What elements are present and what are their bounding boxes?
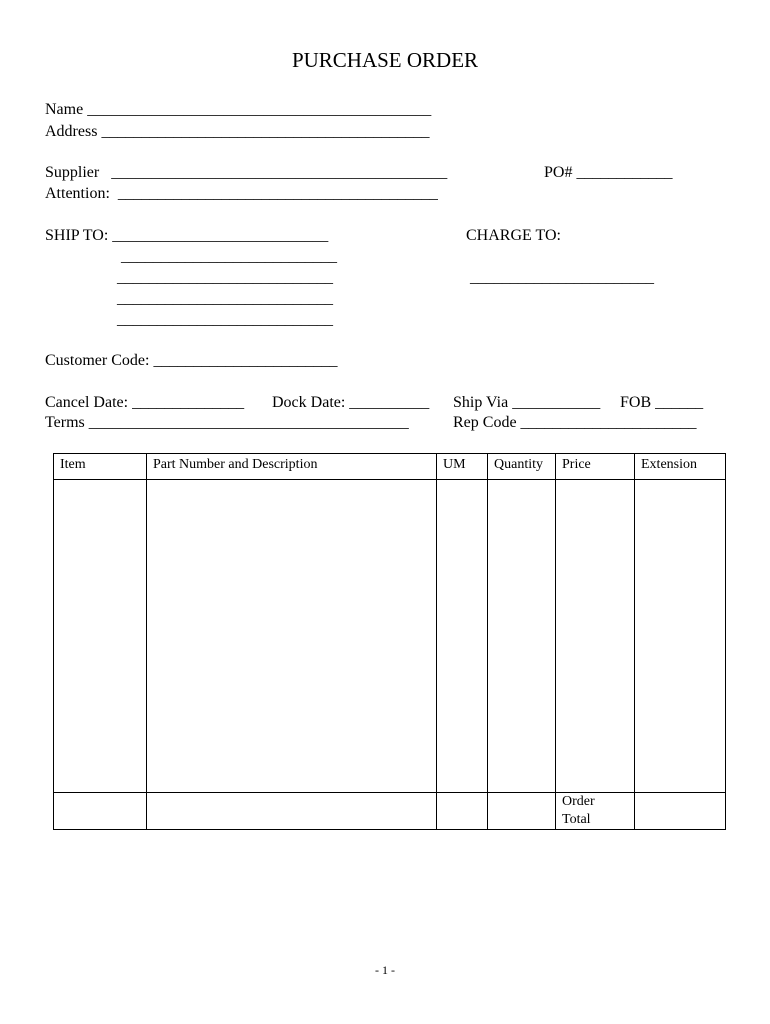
total-row-empty-cell [488,793,556,830]
column-header-um: UM [437,454,488,480]
total-row-empty-cell [54,793,147,830]
address-field[interactable]: Address _________________________________________ [45,123,430,140]
order-total-label: Order Total [556,793,635,830]
ship-to-line-5[interactable]: ___________________________ [117,311,333,328]
po-number-field[interactable]: PO# ____________ [544,164,673,181]
column-header-item: Item [54,454,147,480]
ship-to-line-2[interactable]: ___________________________ [121,248,337,265]
line-items-table [53,453,726,830]
name-field[interactable]: Name ___________________________________________ [45,101,432,118]
ship-to-line-3[interactable]: ___________________________ [117,269,333,286]
column-header-extension: Extension [635,454,726,480]
column-header-price: Price [556,454,635,480]
order-total-value[interactable] [635,793,726,830]
terms-field[interactable]: Terms ________________________________________ [45,414,409,431]
order-total-row [54,793,726,830]
ship-to-field[interactable]: SHIP TO: ___________________________ [45,227,329,244]
supplier-field[interactable]: Supplier __________________________________________ [45,164,448,181]
rep-code-field[interactable]: Rep Code ______________________ [453,414,697,431]
charge-to-label: CHARGE TO: [466,227,561,244]
item-cell[interactable] [54,480,147,793]
page-title: PURCHASE ORDER [291,48,479,72]
ship-to-line-4[interactable]: ___________________________ [117,290,333,307]
page-number: - 1 - [375,963,395,977]
price-cell[interactable] [556,480,635,793]
column-header-quantity: Quantity [488,454,556,480]
total-row-empty-cell [437,793,488,830]
cancel-date-field[interactable]: Cancel Date: ______________ [45,394,245,411]
ship-via-field[interactable]: Ship Via ___________ [453,394,601,411]
extension-cell[interactable] [635,480,726,793]
attention-field[interactable]: Attention: ________________________________________ [45,185,438,202]
charge-to-line[interactable]: _______________________ [470,269,654,286]
dock-date-field[interactable]: Dock Date: __________ [272,394,430,411]
column-header-part-description: Part Number and Description [147,454,437,480]
quantity-cell[interactable] [488,480,556,793]
total-row-empty-cell [147,793,437,830]
table-header-row [54,454,726,480]
part-description-cell[interactable] [147,480,437,793]
customer-code-field[interactable]: Customer Code: _______________________ [45,352,338,369]
table-row [54,480,726,793]
fob-field[interactable]: FOB ______ [620,394,704,411]
um-cell[interactable] [437,480,488,793]
